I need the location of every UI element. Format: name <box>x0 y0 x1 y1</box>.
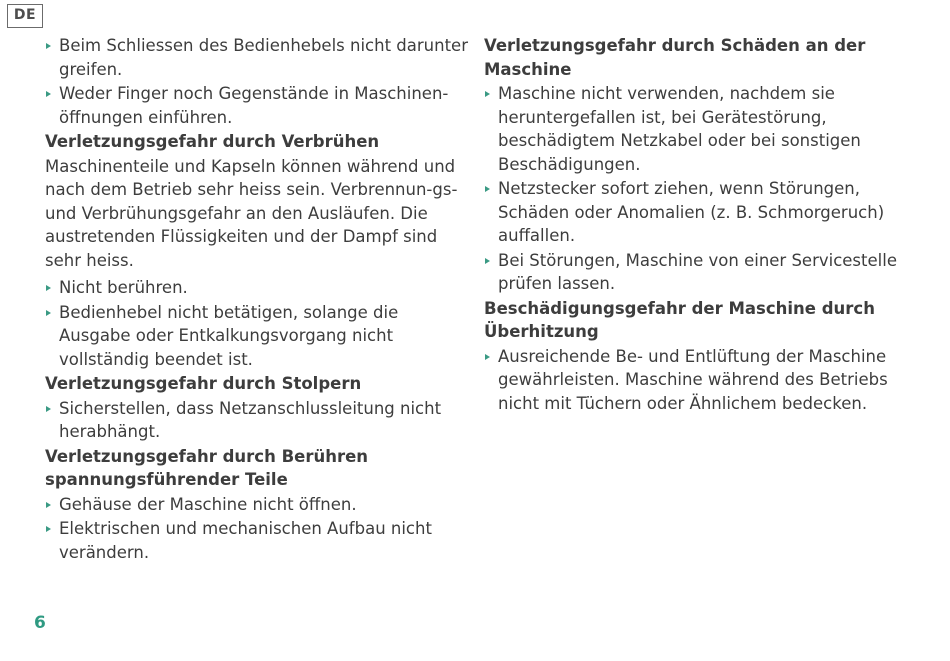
triangle-bullet-icon <box>485 354 490 360</box>
triangle-bullet-icon <box>485 258 490 264</box>
bullet-text: Netzstecker sofort ziehen, wenn Störungen, Schäden oder Anomalien (z. B. Schmorgeruch) auffallen. <box>498 179 885 245</box>
section-heading-scalding: Verletzungsgefahr durch Verbrühen <box>45 132 380 151</box>
triangle-bullet-icon <box>46 43 51 49</box>
intro-bullet-list <box>45 34 470 129</box>
triangle-bullet-icon <box>46 526 51 532</box>
list-item <box>484 249 924 296</box>
bullet-text: Beim Schliessen des Bedienhebels nicht darunter greifen. <box>59 36 468 79</box>
bullet-text: Bedienhebel nicht betätigen, solange die Ausgabe oder Entkalkungsvorgang nicht vollständig beendet ist. <box>59 302 399 369</box>
bullet-text: Nicht berühren. <box>59 278 188 297</box>
list-item <box>45 34 470 81</box>
left-column <box>45 34 470 565</box>
bullet-text: Sicherstellen, dass Netzanschlussleitung nicht herabhängt. <box>59 398 442 441</box>
bullet-text: Maschine nicht verwenden, nachdem sie heruntergefallen ist, bei Gerätestörung, beschädigtem Netzkabel oder bei sonstigen Beschädigungen. <box>498 84 861 174</box>
bullet-text: Ausreichende Be- und Entlüftung der Maschine gewährleisten. Maschine während des Betriebs nicht mit Tüchern oder Ähnlichem bedecken. <box>498 346 888 413</box>
section-heading-damage: Verletzungsgefahr durch Schäden an der Maschine <box>484 36 866 79</box>
bullet-text: Weder Finger noch Gegenstände in Maschinen-öffnungen einführen. <box>59 84 449 127</box>
bullet-text: Gehäuse der Maschine nicht öffnen. <box>59 494 357 514</box>
list-item <box>484 345 924 416</box>
triangle-bullet-icon <box>46 91 51 97</box>
damage-bullet-list <box>484 82 924 296</box>
right-column <box>484 34 924 416</box>
live-parts-bullet-list <box>45 493 470 565</box>
bullet-text: Bei Störungen, Maschine von einer Servicestelle prüfen lassen. <box>498 250 897 293</box>
triangle-bullet-icon <box>46 285 51 291</box>
list-item <box>45 301 470 372</box>
triangle-bullet-icon <box>485 186 490 192</box>
triangle-bullet-icon <box>46 310 51 316</box>
list-item <box>45 493 470 517</box>
section-heading-live-parts: Verletzungsgefahr durch Berühren spannungsführender Teile <box>45 446 369 489</box>
triangle-bullet-icon <box>46 406 51 412</box>
list-item <box>484 82 924 176</box>
section-heading-tripping: Verletzungsgefahr durch Stolpern <box>45 374 362 393</box>
language-badge: DE <box>7 4 43 28</box>
overheating-bullet-list <box>484 345 924 416</box>
scalding-bullet-list <box>45 276 470 371</box>
triangle-bullet-icon <box>46 502 51 508</box>
list-item <box>45 276 470 300</box>
triangle-bullet-icon <box>485 91 490 97</box>
page-number: 6 <box>34 613 46 633</box>
list-item <box>484 177 924 248</box>
list-item <box>45 82 470 129</box>
list-item <box>45 397 470 444</box>
list-item <box>45 517 470 564</box>
bullet-text: Elektrischen und mechanischen Aufbau nicht verändern. <box>59 519 432 562</box>
tripping-bullet-list <box>45 397 470 444</box>
section-paragraph-scalding: Maschinenteile und Kapseln können während und nach dem Betrieb sehr heiss sein. Verbrennun-gs- und Verbrühungsgefahr an den Ausläufen. Die austretenden Flüssigkeiten und der Dampf sind sehr heiss. <box>45 156 458 270</box>
section-heading-overheating: Beschädigungsgefahr der Maschine durch Überhitzung <box>484 298 875 341</box>
